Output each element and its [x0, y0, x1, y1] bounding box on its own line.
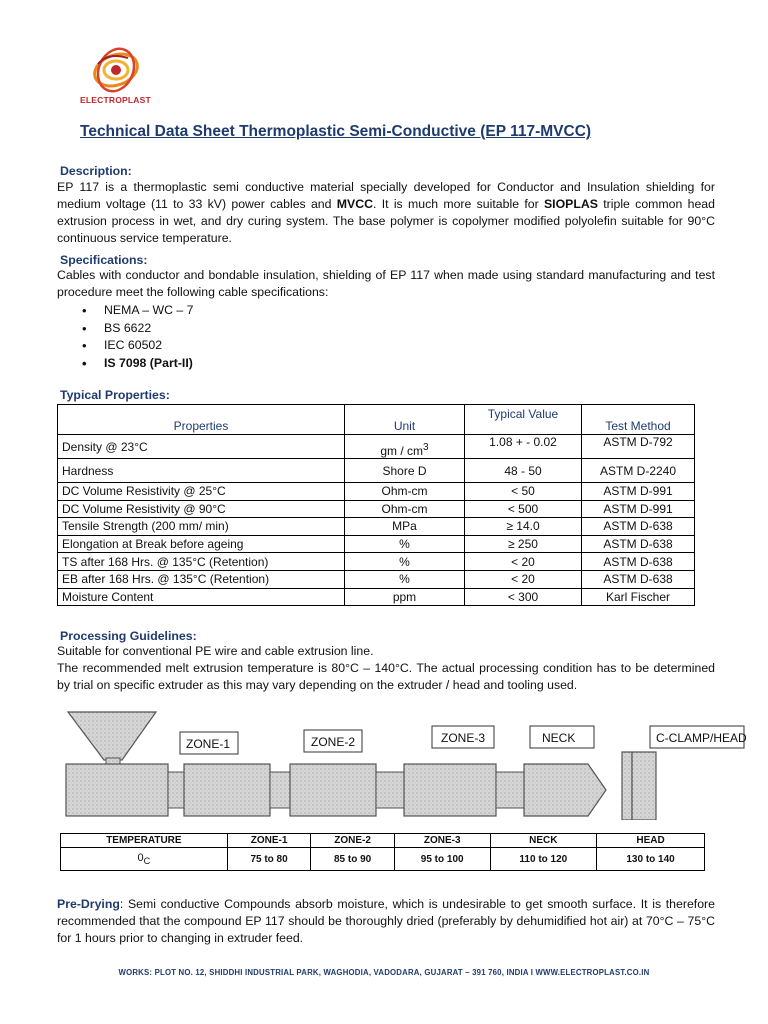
- cell-property: DC Volume Resistivity @ 25°C: [58, 483, 345, 501]
- column-header: ZONE-3: [394, 834, 490, 848]
- list-item: • BS 6622: [82, 320, 194, 338]
- cell-unit: %: [345, 535, 465, 553]
- cell-unit: %: [345, 570, 465, 588]
- table-row: [58, 459, 695, 483]
- cell-method: ASTM D-638: [582, 553, 695, 571]
- predrying-text: Pre-Drying: Semi conductive Compounds absorb moisture, which is undesirable to get smooth surface. It is therefore recommended that the compound EP 117 should be thoroughly dried (preferably by dehumidified hot air) at 70°C – 75°C for 1 hours prior to changing in extruder feed.: [57, 897, 715, 945]
- properties-heading: Typical Properties:: [60, 388, 170, 402]
- zone-1-block: [184, 764, 270, 816]
- cell-value: ≥ 250: [465, 535, 582, 553]
- specifications-text: Cables with conductor and bondable insulation, shielding of EP 117 when made using standard manufacturing and test procedure meet the following cable specifications:: [57, 268, 715, 299]
- description-text: EP 117 is a thermoplastic semi conductive material specially developed for Conductor and Insulation shielding for medium voltage (11 to 33 kV) power cables and MVCC. It is much more suitable for SIOPLAS triple common head extrusion process in wet, and dry curing system. The base polymer is copolymer modified polyolefin suitable for 90°C continuous service temperature.: [57, 180, 715, 245]
- cell-method: Karl Fischer: [582, 588, 695, 606]
- neck-label: NECK: [542, 731, 576, 745]
- cell-unit: Shore D: [345, 459, 465, 483]
- cell-value: < 20: [465, 553, 582, 571]
- zone-3-block: [404, 764, 496, 816]
- cell-unit: $0_C$: [61, 848, 228, 871]
- cell-value: 1.08 + - 0.02: [465, 435, 582, 459]
- column-header: Test Method: [582, 405, 695, 435]
- specifications-heading: Specifications:: [60, 253, 148, 267]
- cell-property: TS after 168 Hrs. @ 135°C (Retention): [58, 553, 345, 571]
- cell-value: 48 - 50: [465, 459, 582, 483]
- cell-property: DC Volume Resistivity @ 90°C: [58, 500, 345, 518]
- column-header: TEMPERATURE: [61, 834, 228, 848]
- description-heading: Description:: [60, 164, 132, 178]
- cell-property: EB after 168 Hrs. @ 135°C (Retention): [58, 570, 345, 588]
- hopper: [68, 712, 156, 760]
- table-header-row: [61, 834, 705, 848]
- cell-value: 85 to 90: [311, 848, 395, 871]
- table-header-row: [58, 405, 695, 435]
- cell-method: ASTM D-638: [582, 518, 695, 536]
- cell-method: ASTM D-638: [582, 535, 695, 553]
- list-item: • NEMA – WC – 7: [82, 302, 194, 320]
- cell-unit: Ohm-cm: [345, 483, 465, 501]
- list-item: • IS 7098 (Part-II): [82, 355, 194, 373]
- cell-property: Hardness: [58, 459, 345, 483]
- cell-unit: MPa: [345, 518, 465, 536]
- cell-unit: %: [345, 553, 465, 571]
- column-header: Properties: [58, 405, 345, 435]
- page-title: Technical Data Sheet Thermoplastic Semi-Conductive (EP 117-MVCC): [80, 123, 592, 140]
- zone-3-label: ZONE-3: [441, 731, 486, 745]
- column-header: Unit: [345, 405, 465, 435]
- barrel: [66, 764, 168, 816]
- cell-property: Moisture Content: [58, 588, 345, 606]
- connector: [168, 772, 184, 808]
- cell-value: < 50: [465, 483, 582, 501]
- connector: [496, 772, 524, 808]
- footer: WORKS: PLOT NO. 12, SHIDDHI INDUSTRIAL PARK, WAGHODIA, VADODARA, GUJARAT – 391 760, INDIA I WWW.ELECTROPLAST.CO.IN: [118, 968, 650, 977]
- table-row: [61, 848, 705, 871]
- cell-value: 110 to 120: [490, 848, 597, 871]
- table-row: [58, 500, 695, 518]
- processing-line2: The recommended melt extrusion temperature is 80°C – 140°C. The actual processing condition has to be determined by trial on specific extruder as this may vary depending on the extruder / head and tooling used.: [57, 661, 715, 692]
- table-row: [58, 483, 695, 501]
- properties-table: [57, 404, 695, 606]
- cell-value: 130 to 140: [597, 848, 705, 871]
- cell-unit: gm / $cm^3$: [345, 435, 465, 459]
- cell-value: < 300: [465, 588, 582, 606]
- temperature-table: [60, 833, 705, 871]
- head-block: [632, 752, 656, 820]
- processing-line1: Suitable for conventional PE wire and cable extrusion line.: [57, 644, 374, 658]
- table-row: [58, 553, 695, 571]
- zone-2-block: [290, 764, 376, 816]
- cell-method: ASTM D-991: [582, 483, 695, 501]
- column-header: HEAD: [597, 834, 705, 848]
- cell-value: 95 to 100: [394, 848, 490, 871]
- brand-name: ELECTROPLAST: [80, 95, 151, 105]
- extruder-diagram: [60, 708, 750, 820]
- specification-list: [82, 302, 194, 372]
- zone-2-label: ZONE-2: [311, 735, 356, 749]
- cell-property: Elongation at Break before ageing: [58, 535, 345, 553]
- cell-method: ASTM D-792: [582, 435, 695, 459]
- table-row: [58, 435, 695, 459]
- cell-method: ASTM D-2240: [582, 459, 695, 483]
- connector: [376, 772, 404, 808]
- cell-method: ASTM D-638: [582, 570, 695, 588]
- head-label: C-CLAMP/HEAD: [656, 731, 747, 745]
- table-row: [58, 588, 695, 606]
- neck-block: [524, 764, 606, 816]
- column-header: ZONE-1: [227, 834, 311, 848]
- clamp-plate: [622, 752, 632, 820]
- table-row: [58, 570, 695, 588]
- cell-value: 75 to 80: [227, 848, 311, 871]
- column-header: NECK: [490, 834, 597, 848]
- connector: [270, 772, 290, 808]
- list-item: • IEC 60502: [82, 337, 194, 355]
- cell-unit: ppm: [345, 588, 465, 606]
- cell-property: Tensile Strength (200 mm/ min): [58, 518, 345, 536]
- cell-value: ≥ 14.0: [465, 518, 582, 536]
- processing-heading: Processing Guidelines:: [60, 629, 197, 643]
- cell-unit: Ohm-cm: [345, 500, 465, 518]
- column-header: Typical Value: [465, 405, 582, 435]
- table-row: [58, 518, 695, 536]
- cell-method: ASTM D-991: [582, 500, 695, 518]
- cell-value: < 20: [465, 570, 582, 588]
- cell-value: < 500: [465, 500, 582, 518]
- column-header: ZONE-2: [311, 834, 395, 848]
- zone-1-label: ZONE-1: [186, 737, 231, 751]
- cell-property: Density @ 23°C: [58, 435, 345, 459]
- table-row: [58, 535, 695, 553]
